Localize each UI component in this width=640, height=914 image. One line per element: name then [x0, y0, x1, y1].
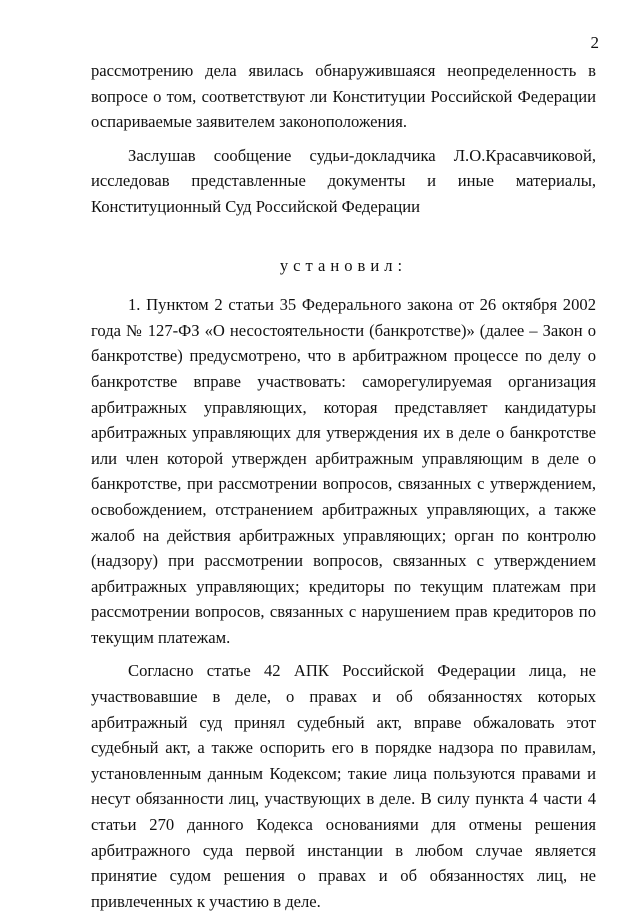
section-heading: установил: [279, 255, 408, 275]
paragraph-continuation: рассмотрению дела явилась обнаружившаяся неопределенность в вопросе о том, соответствуют ли Конституции Российской Федерации оспариваемые заявителем законоположения. [91, 61, 596, 132]
document-body [91, 58, 596, 914]
page-number: 2 [590, 33, 599, 52]
paragraph-hearing: Заслушав сообщение судьи-докладчика Л.О.Красавчиковой, исследовав представленные документы и иные материалы, Конституционный Суд Российской Федерации [91, 145, 596, 216]
paragraph-apk: Согласно статье 42 АПК Российской Федерации лица, не участвовавшие в деле, о правах и об обязанностях которых арбитражный суд принял судебный акт, вправе обжаловать этот судебный акт, а также оспорить его в порядке надзора по правилам, установленным данным Кодексом; такие лица пользуются правами и несут обязанности лиц, участвующих в деле. В силу пункта 4 части 4 статьи 270 данного Кодекса основаниями для отмены решения арбитражного суда первой инстанции в любом случае является принятие судом решения о правах и об обязанностях лиц, не привлеченных к участию в деле. [91, 661, 596, 911]
paragraph-item-1: 1. Пунктом 2 статьи 35 Федерального закона от 26 октября 2002 года № 127-ФЗ «О несостоятельности (банкротстве)» (далее – Закон о банкротстве) предусмотрено, что в арбитражном процессе по делу о банкротстве вправе участвовать: саморегулируемая организация арбитражных управляющих, которая представляет кандидатуры арбитражных управляющих для утверждения их в деле о банкротстве или член которой утвержден арбитражным управляющим в деле о банкротстве, при рассмотрении вопросов, связанных с утверждением, освобождением, отстранением арбитражных управляющих, а также жалоб на действия арбитражных управляющих; орган по контролю (надзору) при рассмотрении вопросов, связанных с утверждением арбитражных управляющих; кредиторы по текущим платежам при рассмотрении вопросов, связанных с нарушением прав кредиторов по текущим платежам. [91, 295, 596, 647]
